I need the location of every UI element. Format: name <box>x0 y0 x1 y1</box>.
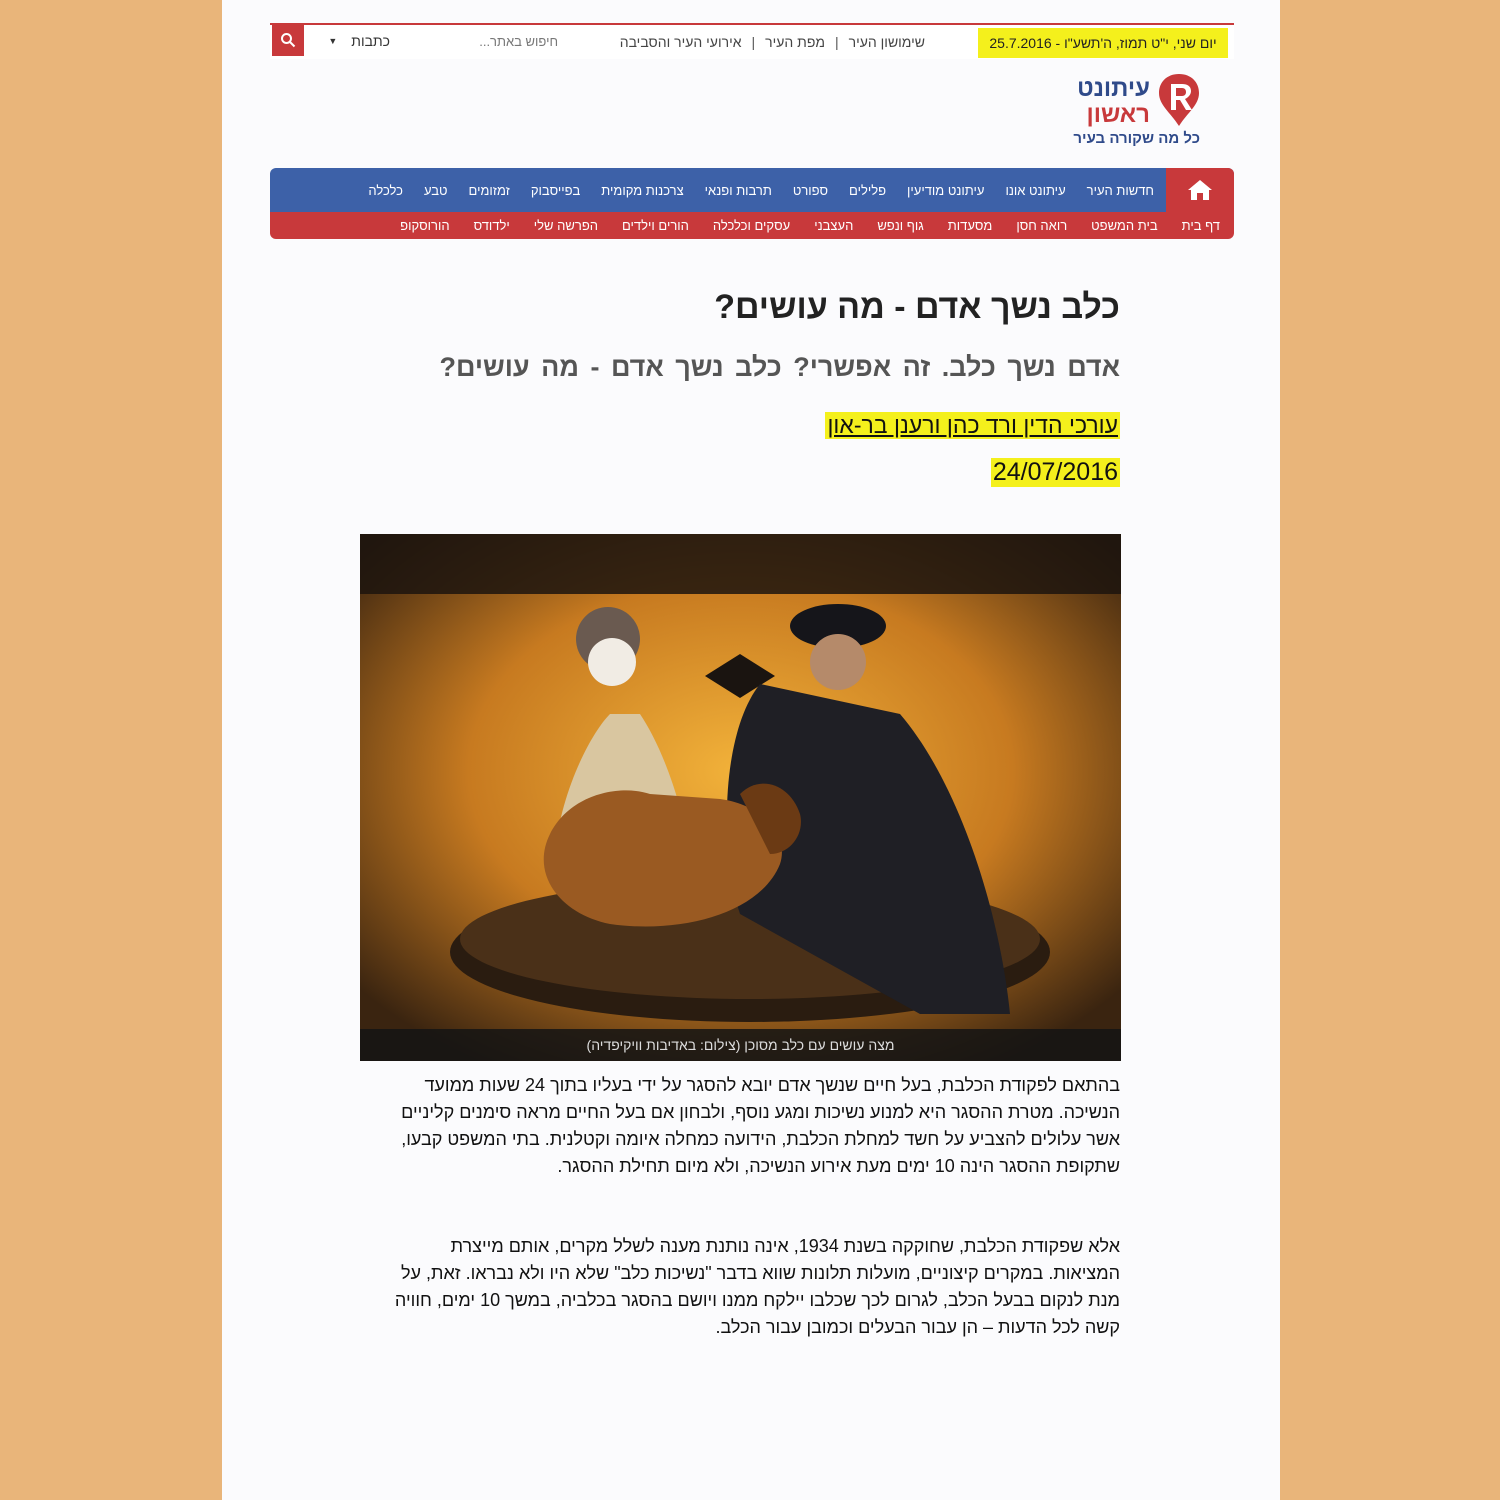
subnav-item[interactable]: רואה חסן <box>1016 218 1068 233</box>
nav-item[interactable]: חדשות העיר <box>1086 182 1154 198</box>
category-select-value: כתבות <box>351 33 390 49</box>
link-separator: | <box>751 34 756 50</box>
nav-item[interactable]: זמזומים <box>468 182 510 198</box>
article-subtitle: אדם נשך כלב. זה אפשרי? כלב נשך אדם - מה עושים? <box>439 352 1120 382</box>
chevron-down-icon: ▼ <box>328 36 338 46</box>
photo-dog-handler-clown <box>360 534 1121 1061</box>
logo-name <box>1077 76 1150 128</box>
primary-nav <box>270 168 1234 212</box>
nav-item[interactable]: טבע <box>423 182 448 198</box>
nav-item[interactable]: ספורט <box>792 182 829 198</box>
home-icon <box>1187 178 1213 202</box>
subnav-item[interactable]: הפרשה שלי <box>533 218 598 233</box>
article-title: כלב נשך אדם - מה עושים? <box>714 288 1120 326</box>
article-date: 24/07/2016 <box>992 458 1118 486</box>
nav-item[interactable]: עיתונט אונו <box>1005 182 1066 198</box>
search-icon <box>280 32 296 48</box>
article-paragraph: אלא שפקודת הכלבת, שחוקקה בשנת 1934, אינה נותנת מענה לשלל מקרים, אותם מייצרת המציאות. במקרים קיצוניים, מועלות תלונות שווא בדבר "נשיכות כלב" שלא היו ולא נבראו. זאת, על מנת לנקום בבעל הכלב, לגרום לכך שכלבו יילקח ממנו ויושם בהסגר בכלביה, במשך 10 ימים, חוויה קשה לכל הדעות – הן עבור הבעלים וכמובן עבור הכלב. <box>394 1236 1120 1337</box>
category-select[interactable] <box>320 32 390 50</box>
top-link-city-services[interactable]: שימושון העיר <box>848 34 925 50</box>
article-author[interactable]: עורכי הדין ורד כהן ורענן בר-און <box>827 412 1118 438</box>
secondary-nav <box>270 212 1234 239</box>
subnav-item[interactable]: דף בית <box>1181 218 1220 233</box>
site-logo[interactable] <box>1060 70 1210 154</box>
nav-item[interactable]: עיתונט מודיעין <box>907 182 985 198</box>
nav-item[interactable]: פלילים <box>849 182 887 198</box>
photo-caption: מצה עושים עם כלב מסוכן (צילום: באדיבות וויקיפדיה) <box>360 1029 1121 1061</box>
current-date: יום שני, י"ט תמוז, ה'תשע"ו - 25.7.2016 <box>978 28 1228 58</box>
nav-item[interactable]: כלכלה <box>368 182 403 198</box>
search-input[interactable] <box>402 30 562 52</box>
logo-slogan: כל מה שקורה בעיר <box>1073 130 1200 147</box>
subnav-item[interactable]: עסקים וכלכלה <box>712 218 791 233</box>
search-button[interactable] <box>272 24 304 56</box>
subnav-item[interactable]: מסעדות <box>947 218 993 233</box>
article-paragraph: בהתאם לפקודת הכלבת, בעל חיים שנשך אדם יובא להסגר על ידי בעליו בתוך 24 שעות ממועד הנשיכה. מטרת ההסגר היא למנוע נשיכות ומגע נוסף, ולבחון אם בעל החיים מראה סימנים קליניים אשר עלולים להצביע על חשד למחלת הכלבת, הידועה כמחלה איומה וקטלנית. בתי המשפט קבעו, שתקופת ההסגר הינה 10 ימים מעת אירוע הנשיכה, ולא מיום תחילת ההסגר. <box>401 1075 1120 1176</box>
nav-item[interactable]: תרבות ופנאי <box>704 182 772 198</box>
subnav-item[interactable]: העצבני <box>814 218 854 233</box>
top-link-city-map[interactable]: מפת העיר <box>765 34 825 50</box>
nav-item[interactable]: בפייסבוק <box>530 182 581 198</box>
subnav-item[interactable]: הורים וילדים <box>622 218 689 233</box>
article-photo <box>360 534 1121 1061</box>
home-button[interactable] <box>1166 168 1234 212</box>
subnav-item[interactable]: גוף ונפש <box>877 218 924 233</box>
nav-item[interactable]: צרכנות מקומית <box>601 182 684 198</box>
subnav-item[interactable]: בית המשפט <box>1091 218 1158 233</box>
subnav-item[interactable]: הורוסקופ <box>400 218 450 233</box>
top-link-city-events[interactable]: אירועי העיר והסביבה <box>619 34 742 50</box>
logo-name-line1: עיתונט <box>1077 75 1150 102</box>
logo-r-pin-icon <box>1156 72 1202 128</box>
link-separator: | <box>835 34 839 50</box>
subnav-item[interactable]: ילדודס <box>473 218 510 233</box>
top-links <box>585 33 925 51</box>
logo-name-line2: ראשון <box>1086 101 1150 128</box>
